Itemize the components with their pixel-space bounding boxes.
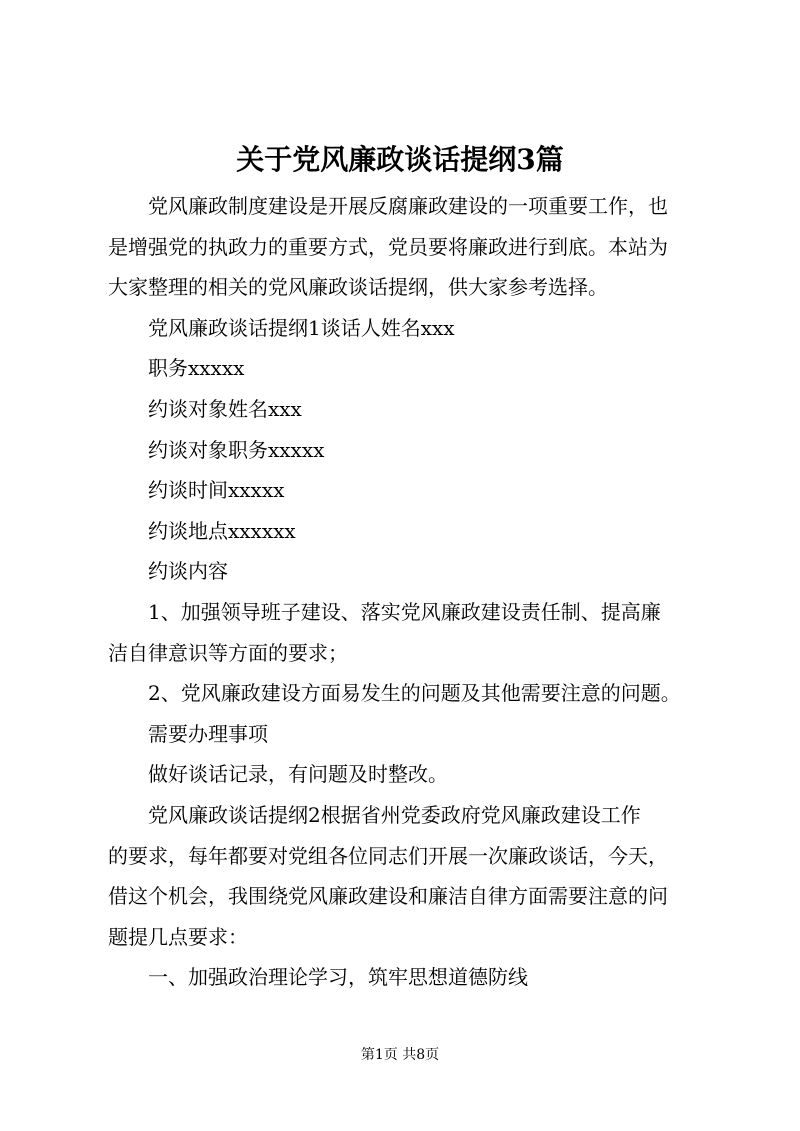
section1-heading: 一、加强政治理论学习，筑牢思想道德防线	[148, 965, 528, 990]
outline1-heading: 党风廉政谈话提纲1谈话人姓名xxx	[148, 315, 455, 340]
interview-place-line: 约谈地点xxxxxx	[148, 518, 296, 543]
position-line: 职务xxxxx	[148, 356, 245, 381]
intro-line: 党风廉政制度建设是开展反腐廉政建设的一项重要工作，也	[148, 194, 668, 218]
document-body	[108, 186, 708, 998]
interview-content-line: 约谈内容	[148, 559, 228, 584]
page-footer: 第1页 共8页	[360, 1047, 440, 1063]
intro-line: 是增强党的执政力的重要方式，党员要将廉政进行到底。本站为	[108, 234, 668, 259]
interview-time-line: 约谈时间xxxxx	[148, 478, 285, 503]
outline2-line: 题提几点要求：	[108, 924, 248, 949]
item1-line: 洁自律意识等方面的要求；	[108, 640, 348, 665]
outline2-line: 借这个机会，我围绕党风廉政建设和廉洁自律方面需要注意的问	[108, 884, 668, 909]
outline2-paragraph	[108, 795, 708, 957]
matters-heading: 需要办理事项	[148, 721, 268, 746]
interviewee-position-line: 约谈对象职务xxxxx	[148, 437, 325, 462]
item1-line: 1、加强领导班子建设、落实党风廉政建设责任制、提高廉	[148, 599, 661, 624]
interviewee-name-line: 约谈对象姓名xxx	[148, 396, 302, 421]
outline2-line: 的要求，每年都要对党组各位同志们开展一次廉政谈话，今天，	[108, 843, 668, 868]
intro-line: 大家整理的相关的党风廉政谈话提纲，供大家参考选择。	[108, 275, 608, 300]
intro-paragraph	[108, 186, 708, 308]
document-title: 关于党风廉政谈话提纲3篇	[236, 143, 564, 176]
matters-text: 做好谈话记录，有问题及时整改。	[148, 762, 448, 787]
outline2-line: 党风廉政谈话提纲2根据省州党委政府党风廉政建设工作	[148, 802, 641, 827]
item2-line: 2、党风廉政建设方面易发生的问题及其他需要注意的问题。	[148, 681, 681, 706]
item1-paragraph	[108, 592, 708, 673]
